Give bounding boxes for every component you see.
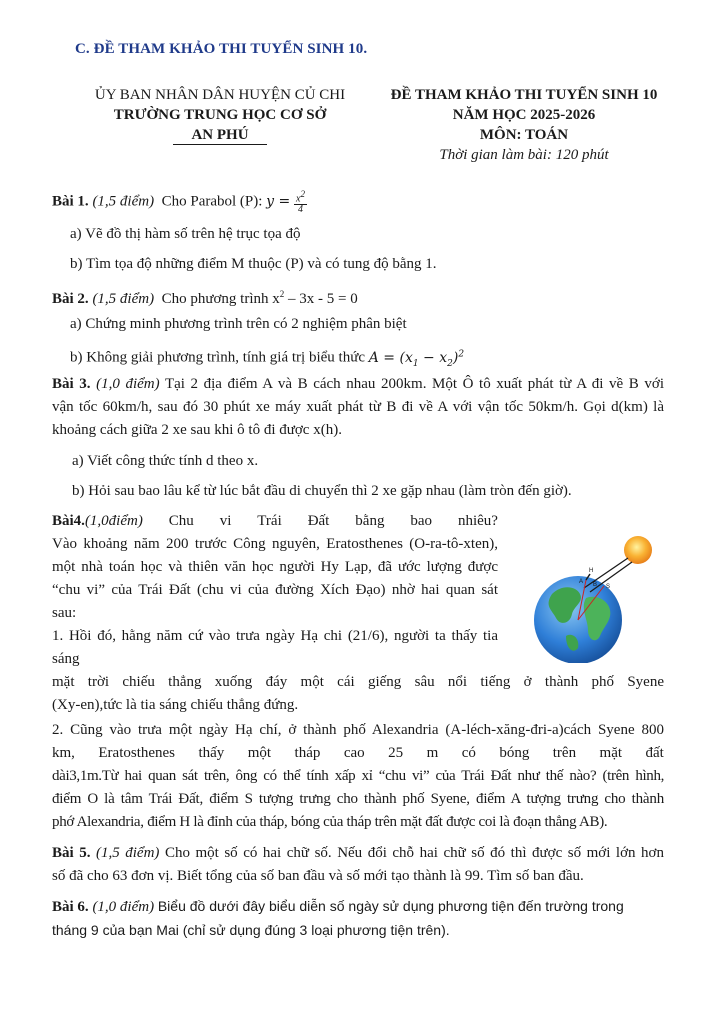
header-left-line1: ỦY BAN NHÂN DÂN HUYỆN CỦ CHI (94, 87, 346, 103)
p2w2: thấy (198, 745, 225, 761)
bai2-b-sub2: 2 (447, 358, 453, 369)
bai1-frac-den: 4 (297, 204, 303, 216)
p2w10: trên (552, 745, 577, 761)
bai4-line7: sáng (52, 651, 80, 667)
bai5-line1 (52, 843, 664, 863)
p2w12: đất (645, 745, 664, 761)
bai3-line1 (52, 374, 664, 394)
bai5-label: Bài 5. (52, 845, 91, 861)
bai2-a: a) Chứng minh phương trình trên có 2 nghiệm phân biệt (70, 316, 407, 332)
bai2-heading (52, 284, 358, 309)
bai1-b: b) Tìm tọa độ những điểm M thuộc (P) và có tung độ bằng 1. (70, 256, 437, 272)
p2w7: m (426, 745, 439, 761)
bai2-b-formula (368, 349, 465, 369)
bai4-title-w4: bằng (355, 513, 385, 529)
bai3-b: b) Hỏi sau bao lâu kể từ lúc bắt đầu di chuyển thì 2 xe gặp nhau (làm tròn đến giờ). (72, 483, 572, 499)
bai1-label: Bài 1. (52, 193, 89, 210)
header-right-line2: NĂM HỌC 2025-2026 (452, 107, 596, 123)
bai2-b-formula-pre: A = (x (368, 349, 413, 366)
bai1-formula-lhs: y = (266, 193, 291, 210)
bai4-title-w1: vi (219, 513, 232, 529)
bai5-line2: số đã cho 63 đơn vị. Biết tổng của số ban đầu và số mới tạo thành là 99. Tìm số ban đầu. (52, 868, 584, 884)
bai2-b-formula-post: ) (452, 349, 459, 366)
p2w6: 25 (388, 745, 404, 761)
bai2-b-text: b) Không giải phương trình, tính giá trị biểu thức (70, 349, 365, 366)
bai1-frac-exp: 2 (300, 189, 305, 199)
label-h: H (589, 568, 594, 574)
bai2-exp: 2 (279, 289, 285, 299)
p2w9: bóng (499, 745, 530, 761)
p2w11: mặt (599, 745, 623, 761)
p2w0: km, (52, 745, 75, 761)
bai4-line8: mặt trời chiếu thẳng xuống đáy một cái giếng sâu nổi tiếng ở thành phố Syene (52, 674, 664, 690)
p2w3: một (247, 745, 272, 761)
bai5-score: (1,5 điểm) (95, 845, 160, 861)
bai1-heading (52, 189, 307, 215)
bai6-line1-text: Biểu đồ dưới đây biểu diễn số ngày sử dụng phương tiện đến trường trong (157, 898, 624, 914)
header-right-line3: MÔN: TOÁN (479, 127, 569, 143)
sun-icon (624, 536, 652, 564)
bai4-p2-line4: điểm O là tâm Trái Đất, điểm S tượng trưng cho thành phố Syene, điểm A tượng trưng cho thành (52, 791, 664, 807)
bai6-line1 (52, 896, 624, 917)
bai2-score: (1,5 điểm) (92, 291, 155, 307)
bai2-b-sub1: 1 (412, 358, 419, 369)
bai4-line5: sau: (52, 605, 77, 621)
bai1-fraction (294, 189, 307, 215)
bai4-p2-line2 (52, 743, 664, 763)
bai4-title-w3: Đất (307, 513, 330, 529)
header-right (378, 85, 670, 165)
bai6-label: Bài 6. (52, 899, 89, 915)
bai4-line2: Vào khoảng năm 200 trước Công nguyên, Eratosthenes (O-ra-tô-xten), (52, 536, 498, 552)
bai3-line1-text: Tại 2 địa điểm A và B cách nhau 200km. Một Ô tô xuất phát từ A đi về B với (164, 376, 664, 392)
bai2-b-exp: 2 (458, 349, 465, 359)
bai2-b-formula-mid: − x (418, 349, 448, 366)
p2w1: Eratosthenes (98, 745, 176, 761)
p2w4: tháp (294, 745, 321, 761)
bai2-text-pre: Cho phương trình x (161, 291, 280, 307)
bai4-title-w5: bao (410, 513, 433, 529)
bai4-title-w2: Trái (257, 513, 282, 529)
bai4-head (52, 511, 143, 531)
bai4-line1 (52, 511, 498, 531)
bai4-p2-line3: dài3,1m.Từ hai quan sát trên, ông có thể tính xấp xỉ “chu vi” của Trái Đất như thế nào? (trên hình, (52, 768, 664, 784)
earth-figure (510, 528, 660, 663)
p2w5: cao (343, 745, 365, 761)
bai2-text-post: – 3x - 5 = 0 (284, 291, 358, 307)
bai3-line3: khoảng cách giữa 2 xe sau khi ô tô đi được x(h). (52, 422, 342, 438)
bai1-score: (1,5 điểm) (92, 193, 155, 210)
header-left (60, 85, 380, 145)
bai3-line2: vận tốc 60km/h, sau đó 30 phút xe máy xuất phát từ B đi về A với vận tốc 50km/h. Gọi d(km) là (52, 399, 664, 415)
bai3-label: Bài 3. (52, 376, 91, 392)
bai4-line3: một nhà toán học và thiên văn học người Hy Lạp, đã ước lượng được (52, 559, 498, 575)
bai3-a: a) Viết công thức tính d theo x. (72, 453, 259, 469)
bai4-title-w6: nhiêu? (457, 513, 498, 529)
label-s: S (606, 584, 611, 590)
bai1-a: a) Vẽ đồ thị hàm số trên hệ trục tọa độ (70, 226, 301, 242)
bai4-title-w0: Chu (168, 513, 194, 529)
bai4-label: Bài4. (52, 513, 85, 529)
bai5-line1-text: Cho một số có hai chữ số. Nếu đổi chỗ hai chữ số đó thì được số mới lớn hơn (164, 845, 664, 861)
bai4-line6: 1. Hồi đó, hằng năm cứ vào trưa ngày Hạ chi (21/6), người ta thấy tia (52, 628, 498, 644)
bai4-p2-line1: 2. Cũng vào trưa một ngày Hạ chí, ở thành phố Alexandria (A-léch-xăng-đri-a)cách Syene 800 (52, 722, 664, 738)
bai4-line9: (Xy-en),tức là tia sáng chiếu thẳng đứng. (52, 697, 299, 713)
bai4-line4: “chu vi” của Trái Đất (chu vi của đường Xích Đạo) nhờ hai quan sát (52, 582, 498, 598)
bai2-b (70, 344, 464, 373)
label-b: B (593, 582, 598, 588)
bai4-p2-line5: phớ Alexandria, điểm H là đỉnh của tháp, bóng của tháp trên mặt đất được coi là đoạn thẳng AB). (52, 814, 608, 830)
label-a: A (579, 579, 584, 585)
header-left-line2: TRƯỜNG TRUNG HỌC CƠ SỞ (113, 107, 327, 123)
bai6-score: (1,0 điểm) (92, 899, 155, 915)
bai2-label: Bài 2. (52, 291, 89, 307)
section-title: C. ĐỀ THAM KHẢO THI TUYỂN SINH 10. (75, 41, 368, 57)
bai1-text: Cho Parabol (P): (161, 193, 263, 210)
header-left-line3: AN PHÚ (173, 127, 266, 145)
header-right-line1: ĐỀ THAM KHẢO THI TUYỂN SINH 10 (390, 87, 658, 103)
bai3-score: (1,0 điểm) (96, 376, 160, 392)
header-right-time: Thời gian làm bài: 120 phút (439, 147, 609, 163)
bai1-frac-num: x (296, 193, 301, 205)
bai4-score: (1,0điểm) (84, 513, 143, 529)
bai6-line2: tháng 9 của bạn Mai (chỉ sử dụng đúng 3 loại phương tiện trên). (52, 922, 450, 938)
p2w8: có (461, 745, 476, 761)
